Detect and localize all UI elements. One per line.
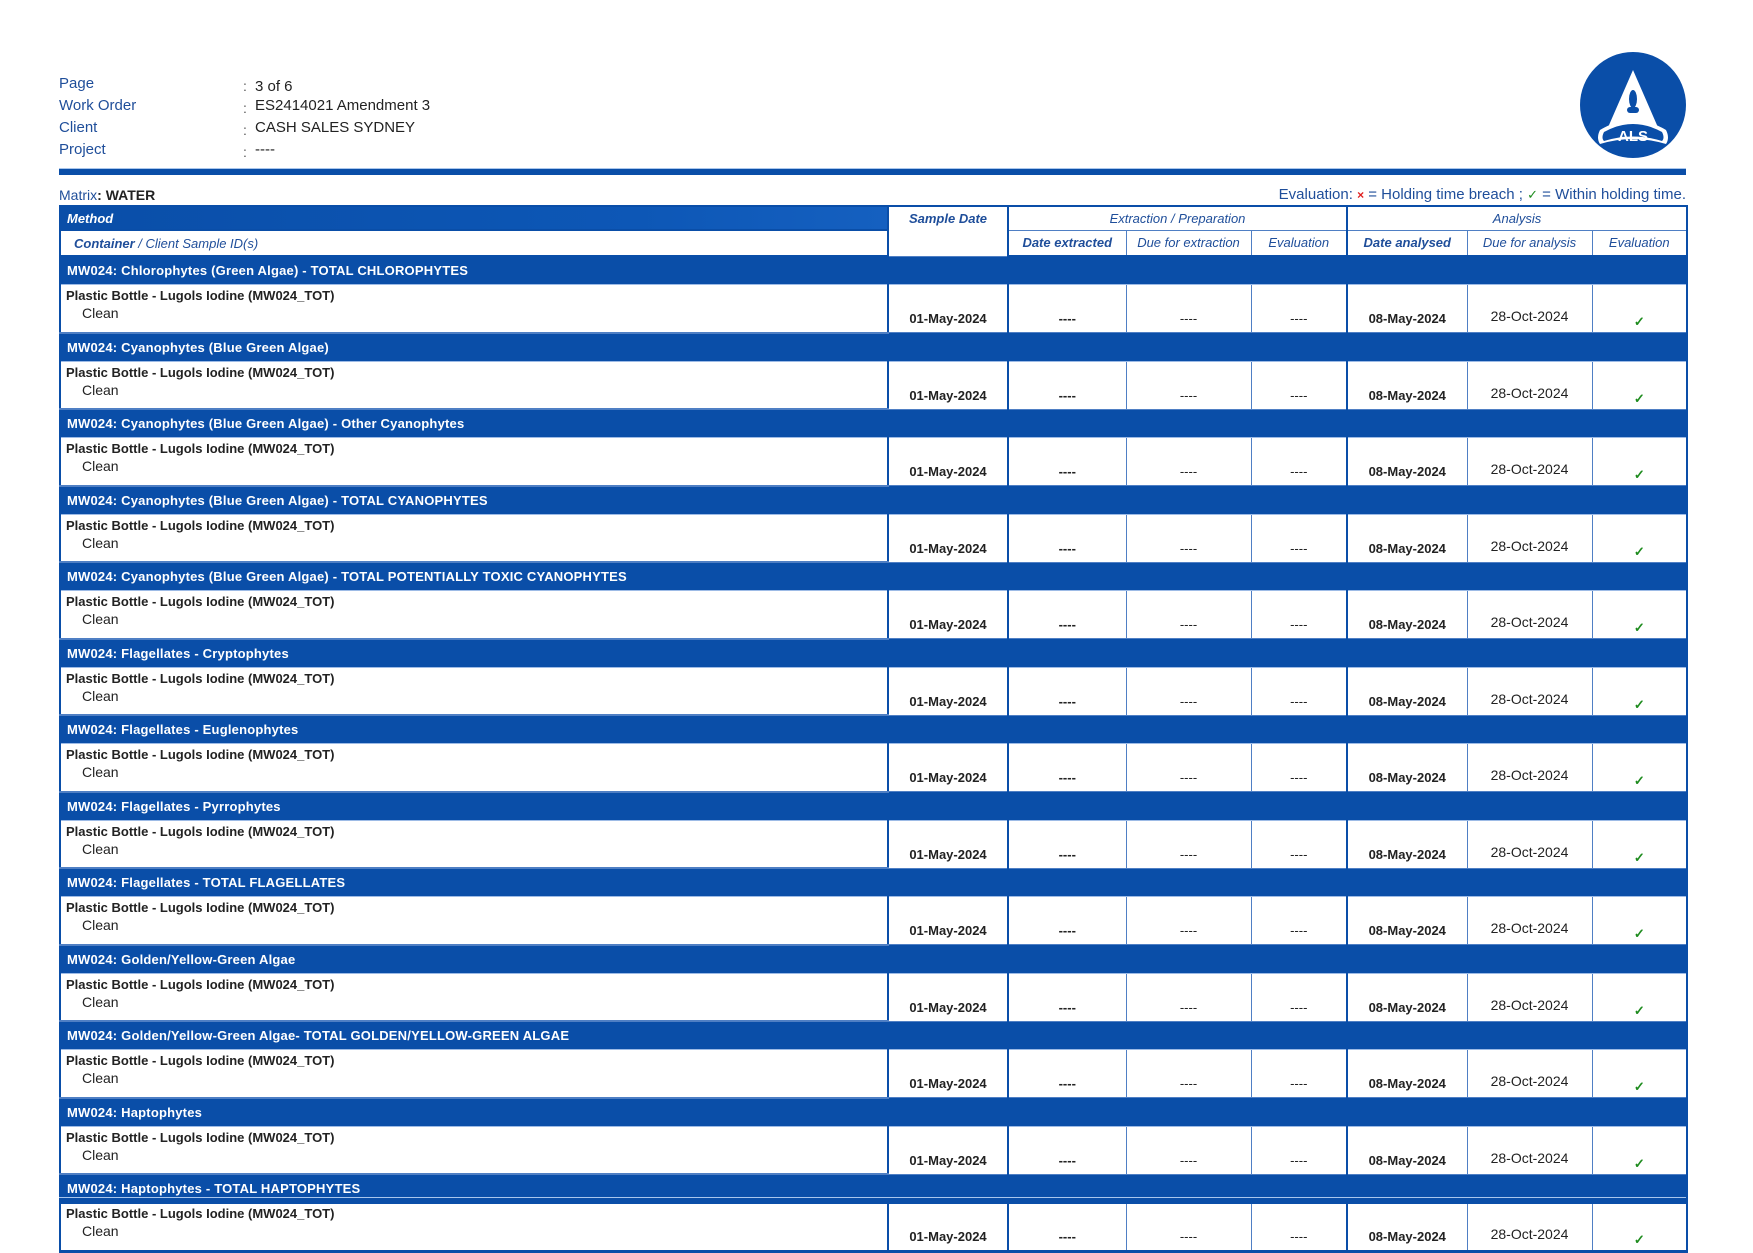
due-for-extraction: ---- [1126,514,1251,562]
sample-date: 01-May-2024 [888,285,1008,333]
page-value: 3 of 6 [255,78,293,95]
due-for-analysis: 28-Oct-2024 [1467,1203,1592,1252]
table-body [60,256,1687,1252]
table-row [60,514,1687,562]
date-analysed: 08-May-2024 [1347,973,1467,1021]
method-name: MW024: Chlorophytes (Green Algae) - TOTAL CHLOROPHYTES [60,256,1687,285]
client-sample-id: Clean [82,764,119,780]
within-check-icon: ✓ [1527,187,1538,202]
client-sample-id: Clean [82,1223,119,1239]
extraction-evaluation: ---- [1251,438,1347,486]
svg-text:ALS: ALS [1618,128,1648,145]
extraction-group-header: Extraction / Preparation [1008,206,1347,230]
method-name: MW024: Flagellates - Cryptophytes [60,639,1687,668]
sample-date: 01-May-2024 [888,667,1008,715]
due-for-extraction: ---- [1126,820,1251,868]
als-logo [1580,52,1686,158]
table-row [60,1203,1687,1252]
holding-time-table [59,205,1688,1253]
due-for-analysis: 28-Oct-2024 [1467,514,1592,562]
date-analysed: 08-May-2024 [1347,1126,1467,1174]
within-holding-time-check-icon: ✓ [1592,744,1687,792]
method-group-row [60,562,1687,591]
client-colon: : [243,122,247,138]
method-group-row [60,409,1687,438]
client-sample-id: Clean [82,381,119,398]
evaluation-legend [1279,186,1686,203]
table-row [60,438,1687,486]
project-colon: : [243,144,247,160]
method-name: MW024: Flagellates - Pyrrophytes [60,792,1687,821]
date-extracted: ---- [1008,973,1126,1021]
extraction-evaluation: ---- [1251,744,1347,792]
due-for-analysis: 28-Oct-2024 [1467,591,1592,639]
method-group-row [60,1098,1687,1127]
due-for-analysis: 28-Oct-2024 [1467,973,1592,1021]
due-for-extraction: ---- [1126,897,1251,945]
extraction-evaluation: ---- [1251,820,1347,868]
due-for-extraction: ---- [1126,438,1251,486]
als-logo-icon [1580,52,1686,158]
container-cell [60,514,888,562]
container-name: Plastic Bottle - Lugols Iodine (MW024_TOT) [66,823,335,839]
matrix-line: Matrix: WATER [59,187,156,203]
due-for-analysis: 28-Oct-2024 [1467,820,1592,868]
container-name: Plastic Bottle - Lugols Iodine (MW024_TOT) [66,517,335,533]
extraction-evaluation: ---- [1251,514,1347,562]
method-group-row [60,256,1687,285]
method-group-row [60,486,1687,515]
container-cell [60,285,888,333]
client-sample-id: Clean [82,1070,119,1086]
client-sample-id: Clean [82,687,119,704]
date-extracted: ---- [1008,438,1126,486]
date-extracted: ---- [1008,514,1126,562]
method-name: MW024: Cyanophytes (Blue Green Algae) [60,333,1687,362]
extraction-evaluation: ---- [1251,1126,1347,1174]
due-for-analysis-header: Due for analysis [1467,230,1592,256]
matrix-label: Matrix [59,187,98,203]
table-row [60,1126,1687,1174]
within-holding-time-check-icon: ✓ [1592,514,1687,562]
date-extracted: ---- [1008,1203,1126,1252]
container-cell [60,897,888,945]
container-name: Plastic Bottle - Lugols Iodine (MW024_TOT) [66,747,335,762]
table-row [60,361,1687,409]
date-extracted: ---- [1008,1126,1126,1174]
container-name: Plastic Bottle - Lugols Iodine (MW024_TOT) [66,670,335,686]
method-group-row [60,945,1687,974]
due-for-analysis: 28-Oct-2024 [1467,744,1592,792]
legend-within-text: = Within holding time. [1542,186,1686,203]
method-group-row [60,792,1687,821]
container-name: Plastic Bottle - Lugols Iodine (MW024_TOT) [66,364,335,380]
table-row [60,820,1687,868]
container-cell [60,591,888,639]
client-value: CASH SALES SYDNEY [255,119,416,136]
client-sample-id: Clean [82,305,119,321]
date-extracted: ---- [1008,744,1126,792]
date-extracted: ---- [1008,361,1126,409]
date-extracted: ---- [1008,285,1126,333]
legend-prefix: Evaluation: [1278,186,1353,203]
due-for-extraction: ---- [1126,973,1251,1021]
sample-date: 01-May-2024 [888,591,1008,639]
sample-date: 01-May-2024 [888,744,1008,792]
work-order-label: Work Order [59,97,137,114]
container-name: Plastic Bottle - Lugols Iodine (MW024_TOT) [66,1206,335,1221]
date-analysed: 08-May-2024 [1347,285,1467,333]
date-extracted: ---- [1008,667,1126,715]
table-row [60,285,1687,333]
due-for-extraction: ---- [1126,591,1251,639]
method-name: MW024: Haptophytes - TOTAL HAPTOPHYTES [60,1174,1687,1203]
breach-cross-icon: × [1357,188,1365,202]
client-sample-id: Clean [82,534,119,551]
client-sample-id: Clean [82,611,119,627]
date-extracted: ---- [1008,1050,1126,1098]
extraction-evaluation: ---- [1251,1050,1347,1098]
sample-date: 01-May-2024 [888,1126,1008,1174]
extraction-evaluation: ---- [1251,285,1347,333]
due-for-analysis: 28-Oct-2024 [1467,438,1592,486]
within-holding-time-check-icon: ✓ [1592,285,1687,333]
project-value: ---- [255,141,275,158]
due-for-analysis: 28-Oct-2024 [1467,285,1592,333]
sample-date-header: Sample Date [888,206,1008,256]
matrix-value: WATER [105,187,156,203]
table-row [60,973,1687,1021]
sample-date: 01-May-2024 [888,514,1008,562]
extraction-evaluation: ---- [1251,897,1347,945]
method-group-row [60,1021,1687,1050]
sample-date: 01-May-2024 [888,897,1008,945]
page-label: Page [59,75,95,92]
project-label: Project [59,141,106,158]
page-colon: : [243,78,247,94]
method-group-row [60,333,1687,362]
container-cell [60,1050,888,1098]
method-group-row [60,868,1687,897]
method-name: MW024: Haptophytes [60,1098,1687,1127]
sample-date: 01-May-2024 [888,973,1008,1021]
date-analysed: 08-May-2024 [1347,744,1467,792]
method-name: MW024: Golden/Yellow-Green Algae [60,945,1687,974]
due-for-extraction: ---- [1126,1126,1251,1174]
date-analysed: 08-May-2024 [1347,361,1467,409]
due-for-extraction: ---- [1126,744,1251,792]
date-analysed: 08-May-2024 [1347,591,1467,639]
within-holding-time-check-icon: ✓ [1592,667,1687,715]
within-holding-time-check-icon: ✓ [1592,1126,1687,1174]
within-holding-time-check-icon: ✓ [1592,1203,1687,1252]
work-order-colon: : [243,100,247,116]
method-group-row [60,639,1687,668]
extraction-evaluation: ---- [1251,591,1347,639]
extraction-evaluation: ---- [1251,1203,1347,1252]
within-holding-time-check-icon: ✓ [1592,1050,1687,1098]
client-sample-id: Clean [82,458,119,474]
analysis-group-header: Analysis [1347,206,1687,230]
method-name: MW024: Cyanophytes (Blue Green Algae) - TOTAL POTENTIALLY TOXIC CYANOPHYTES [60,562,1687,591]
method-group-row [60,715,1687,744]
container-name: Plastic Bottle - Lugols Iodine (MW024_TOT) [66,594,335,609]
sample-date: 01-May-2024 [888,1203,1008,1252]
container-name: Plastic Bottle - Lugols Iodine (MW024_TOT) [66,976,335,992]
method-name: MW024: Cyanophytes (Blue Green Algae) - TOTAL CYANOPHYTES [60,486,1687,515]
container-cell [60,820,888,868]
table-row [60,744,1687,792]
sample-date: 01-May-2024 [888,1050,1008,1098]
sample-date: 01-May-2024 [888,438,1008,486]
date-analysed: 08-May-2024 [1347,820,1467,868]
sample-date: 01-May-2024 [888,361,1008,409]
container-name: Plastic Bottle - Lugols Iodine (MW024_TOT) [66,900,335,915]
container-name: Plastic Bottle - Lugols Iodine (MW024_TOT) [66,1129,335,1145]
header-row-1 [60,206,1687,230]
date-analysed: 08-May-2024 [1347,1050,1467,1098]
container-cell [60,1203,888,1252]
container-name: Plastic Bottle - Lugols Iodine (MW024_TOT) [66,288,335,303]
table-row [60,897,1687,945]
within-holding-time-check-icon: ✓ [1592,820,1687,868]
client-sample-id: Clean [82,917,119,933]
due-for-analysis: 28-Oct-2024 [1467,361,1592,409]
container-cell [60,361,888,409]
client-label: Client [59,119,98,136]
due-for-analysis: 28-Oct-2024 [1467,897,1592,945]
date-analysed: 08-May-2024 [1347,667,1467,715]
table-row [60,1050,1687,1098]
within-holding-time-check-icon: ✓ [1592,897,1687,945]
date-analysed-header: Date analysed [1347,230,1467,256]
client-sample-id: Clean [82,993,119,1010]
due-for-analysis: 28-Oct-2024 [1467,1050,1592,1098]
method-name: MW024: Cyanophytes (Blue Green Algae) - Other Cyanophytes [60,409,1687,438]
method-name: MW024: Golden/Yellow-Green Algae- TOTAL GOLDEN/YELLOW-GREEN ALGAE [60,1021,1687,1050]
method-name: MW024: Flagellates - TOTAL FLAGELLATES [60,868,1687,897]
container-header: Container / Client Sample ID(s) [60,230,888,256]
analysis-evaluation-header: Evaluation [1592,230,1687,256]
container-cell [60,1126,888,1174]
extraction-evaluation: ---- [1251,973,1347,1021]
table-row [60,591,1687,639]
extraction-evaluation-header: Evaluation [1251,230,1347,256]
due-for-extraction-header: Due for extraction [1126,230,1251,256]
date-extracted-header: Date extracted [1008,230,1126,256]
due-for-analysis: 28-Oct-2024 [1467,1126,1592,1174]
due-for-extraction: ---- [1126,1050,1251,1098]
date-extracted: ---- [1008,897,1126,945]
due-for-extraction: ---- [1126,285,1251,333]
method-name: MW024: Flagellates - Euglenophytes [60,715,1687,744]
work-order-value: ES2414021 Amendment 3 [255,97,431,114]
within-holding-time-check-icon: ✓ [1592,361,1687,409]
date-extracted: ---- [1008,820,1126,868]
container-name: Plastic Bottle - Lugols Iodine (MW024_TOT) [66,441,335,456]
container-cell [60,667,888,715]
method-header: Method [60,206,888,230]
client-sample-id: Clean [82,1146,119,1163]
header-divider [59,168,1686,175]
table-row [60,667,1687,715]
within-holding-time-check-icon: ✓ [1592,973,1687,1021]
date-analysed: 08-May-2024 [1347,897,1467,945]
extraction-evaluation: ---- [1251,361,1347,409]
due-for-extraction: ---- [1126,1203,1251,1252]
due-for-extraction: ---- [1126,361,1251,409]
date-analysed: 08-May-2024 [1347,438,1467,486]
client-sample-id: Clean [82,840,119,857]
date-analysed: 08-May-2024 [1347,514,1467,562]
within-holding-time-check-icon: ✓ [1592,438,1687,486]
sample-date: 01-May-2024 [888,820,1008,868]
container-name: Plastic Bottle - Lugols Iodine (MW024_TOT) [66,1053,335,1068]
container-cell [60,973,888,1021]
due-for-extraction: ---- [1126,667,1251,715]
footer-divider [59,1197,1686,1204]
date-analysed: 08-May-2024 [1347,1203,1467,1252]
within-holding-time-check-icon: ✓ [1592,591,1687,639]
container-cell [60,438,888,486]
container-cell [60,744,888,792]
due-for-analysis: 28-Oct-2024 [1467,667,1592,715]
extraction-evaluation: ---- [1251,667,1347,715]
header-row-2 [60,230,1687,256]
legend-breach-text: = Holding time breach ; [1368,186,1523,203]
date-extracted: ---- [1008,591,1126,639]
